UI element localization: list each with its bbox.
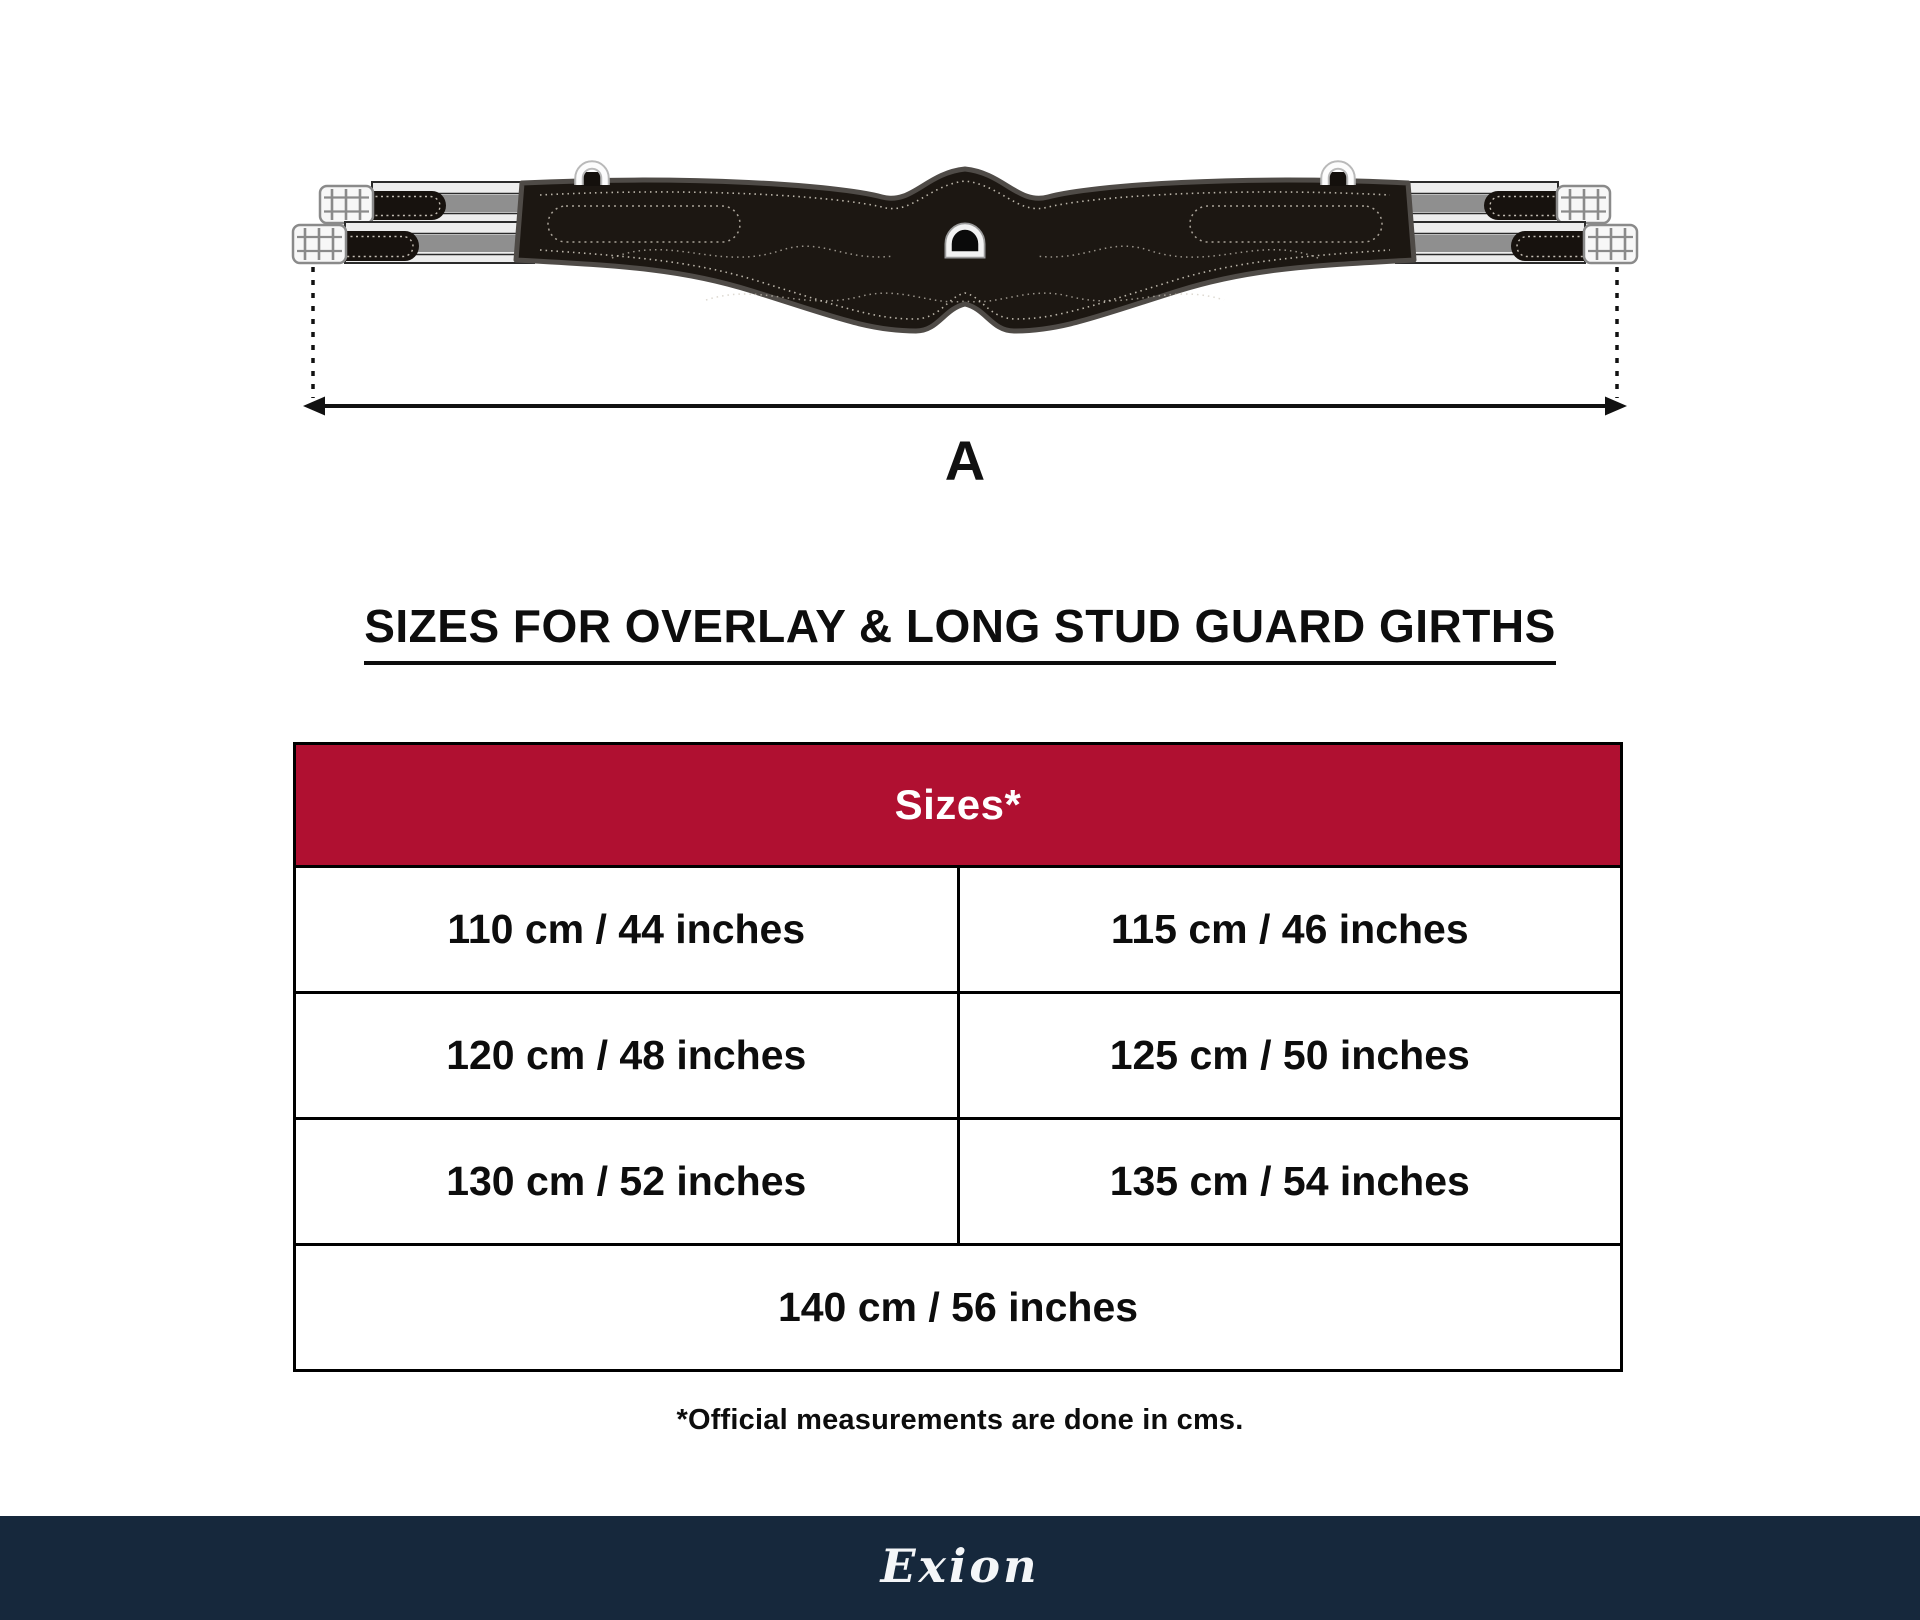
size-table xyxy=(293,742,1623,1372)
dimension-arrow-line xyxy=(303,397,1627,416)
size-cell: 115 cm / 46 inches xyxy=(958,867,1622,993)
size-table-wrap xyxy=(293,742,1623,1372)
girth-illustration xyxy=(0,0,1920,520)
d-ring-icon xyxy=(949,227,981,254)
table-row xyxy=(295,993,1622,1119)
table-row xyxy=(295,1245,1622,1371)
footnote: *Official measurements are done in cms. xyxy=(676,1404,1244,1436)
right-straps xyxy=(1396,182,1637,263)
table-header-cell: Sizes* xyxy=(295,744,1622,867)
size-cell: 135 cm / 54 inches xyxy=(958,1119,1622,1245)
size-cell: 110 cm / 44 inches xyxy=(295,867,959,993)
footer-bar xyxy=(0,1516,1920,1620)
size-cell: 130 cm / 52 inches xyxy=(295,1119,959,1245)
table-header-row xyxy=(295,744,1622,867)
table-row xyxy=(295,1119,1622,1245)
section-heading-wrap xyxy=(0,601,1920,665)
page-title: SIZES FOR OVERLAY & LONG STUD GUARD GIRTHS xyxy=(364,601,1556,665)
size-cell-full: 140 cm / 56 inches xyxy=(295,1245,1622,1371)
size-cell: 120 cm / 48 inches xyxy=(295,993,959,1119)
brand-logo: Exion xyxy=(880,1539,1040,1593)
dimension-label: A xyxy=(944,429,986,492)
table-row xyxy=(295,867,1622,993)
left-straps xyxy=(293,182,534,263)
size-cell: 125 cm / 50 inches xyxy=(958,993,1622,1119)
